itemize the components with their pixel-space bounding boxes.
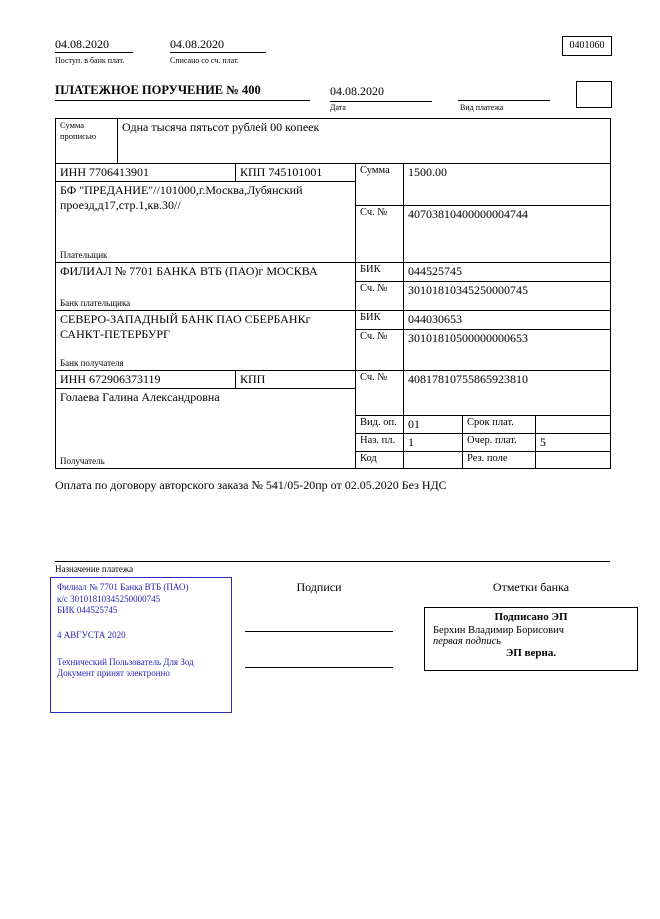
payee-bank-account-label-cell: Сч. № [356,330,404,371]
purpose-divider [55,561,610,562]
rez-label-cell: Рез. поле [463,452,536,469]
debited-date-label: Списано со сч. плат. [170,56,239,65]
payee-bank-bik-cell: 044030653 [404,311,611,330]
srok-cell [536,416,611,434]
form-table-wrap [55,118,611,469]
sum-label-cell: Сумма [356,164,404,206]
naz-cell: 1 [404,434,463,452]
payee-account-label-cell: Сч. № [356,371,404,416]
stamp-line-accepted: Документ принят электронно [57,668,170,679]
payee-bank-cell [56,311,356,371]
payee-bank-label: Банк получателя [60,358,124,368]
srok-label-cell: Срок плат. [463,416,536,434]
ep-signed-label: Подписано ЭП [494,611,568,623]
amount-words-cell: Одна тысяча пятьсот рублей 00 копеек [118,119,611,164]
doc-date-label: Дата [330,103,346,112]
debited-date: 04.08.2020 [170,37,266,53]
payment-type-line [458,84,550,101]
payer-bank-label: Банк плательщика [60,298,131,308]
payer-kpp-cell: КПП 745101001 [236,164,356,182]
ep-verified: ЭП верна. [505,647,557,659]
payment-type-checkbox [576,81,612,108]
payment-type-label: Вид платежа [460,103,504,112]
payee-kpp-cell: КПП [236,371,356,389]
payee-account-cell: 40817810755865923810 [404,371,611,416]
payer-cell [56,182,356,263]
kod-cell [404,452,463,469]
received-date: 04.08.2020 [55,37,133,53]
stamp-line-date: 4 АВГУСТА 2020 [57,630,126,641]
vid-op-cell: 01 [404,416,463,434]
signature-line-1 [245,631,393,632]
ocher-label-cell: Очер. плат. [463,434,536,452]
payee-name: Голаева Галина Александровна [60,390,220,404]
payer-bank-account-cell: 30101810345250000745 [404,282,611,311]
form-code-box: 0401060 [562,36,612,56]
bank-stamp [50,577,232,713]
payee-cell [56,389,356,469]
stamp-line-operator: Технический Пользователь Для Зод [57,656,194,667]
payer-bank-bik-label-cell: БИК [356,263,404,282]
ep-signer-name: Берхин Владимир Борисович [433,625,564,636]
stamp-line-bik: БИК 044525745 [57,605,118,616]
signature-line-2 [245,667,393,668]
payer-bank-cell [56,263,356,311]
form-table [55,118,611,469]
amount-words-label-cell: Сумма прописью [56,119,118,164]
vid-op-label-cell: Вид. оп. [356,416,404,434]
payer-label: Плательщик [60,250,108,260]
purpose-label: Назначение платежа [55,564,134,574]
payer-account-cell: 40703810400000004744 [404,206,611,263]
ep-first-signature: первая подпись [433,636,502,647]
sum-value-cell: 1500.00 [404,164,611,206]
kod-label-cell: Код [356,452,404,469]
payer-bank-name: ФИЛИАЛ № 7701 БАНКА ВТБ (ПАО)г МОСКВА [60,264,318,278]
signatures-header: Подписи [296,580,342,594]
payee-bank-account-cell: 30101810500000000653 [404,330,611,371]
ocher-cell: 5 [536,434,611,452]
rez-cell [536,452,611,469]
ep-box [424,607,638,671]
doc-title: ПЛАТЕЖНОЕ ПОРУЧЕНИЕ № 400 [55,83,310,101]
payer-bank-account-label-cell: Сч. № [356,282,404,311]
payee-bank-name: СЕВЕРО-ЗАПАДНЫЙ БАНК ПАО СБЕРБАНКг САНКТ-ПЕТЕРБУРГ [60,312,311,341]
stamp-line-corr-account: к/с 30101810345250000745 [57,593,161,604]
purpose-text: Оплата по договору авторского заказа № 541/05-20пр от 02.05.2020 Без НДС [55,478,447,492]
received-date-label: Поступ. в банк плат. [55,56,125,65]
payer-inn-cell: ИНН 7706413901 [56,164,236,182]
stamp-line-bank: Филиал № 7701 Банка ВТБ (ПАО) [57,582,189,592]
naz-label-cell: Наз. пл. [356,434,404,452]
payer-bank-bik-cell: 044525745 [404,263,611,282]
doc-date: 04.08.2020 [330,84,432,102]
payee-label: Получатель [60,456,105,466]
payee-inn-cell: ИНН 672906373119 [56,371,236,389]
bank-marks-header: Отметки банка [492,580,570,594]
payer-name: БФ "ПРЕДАНИЕ"//101000,г.Москва,Лубянский проезд,д17,стр.1,кв.30// [60,183,303,212]
payee-bank-bik-label-cell: БИК [356,311,404,330]
payer-account-label-cell: Сч. № [356,206,404,263]
